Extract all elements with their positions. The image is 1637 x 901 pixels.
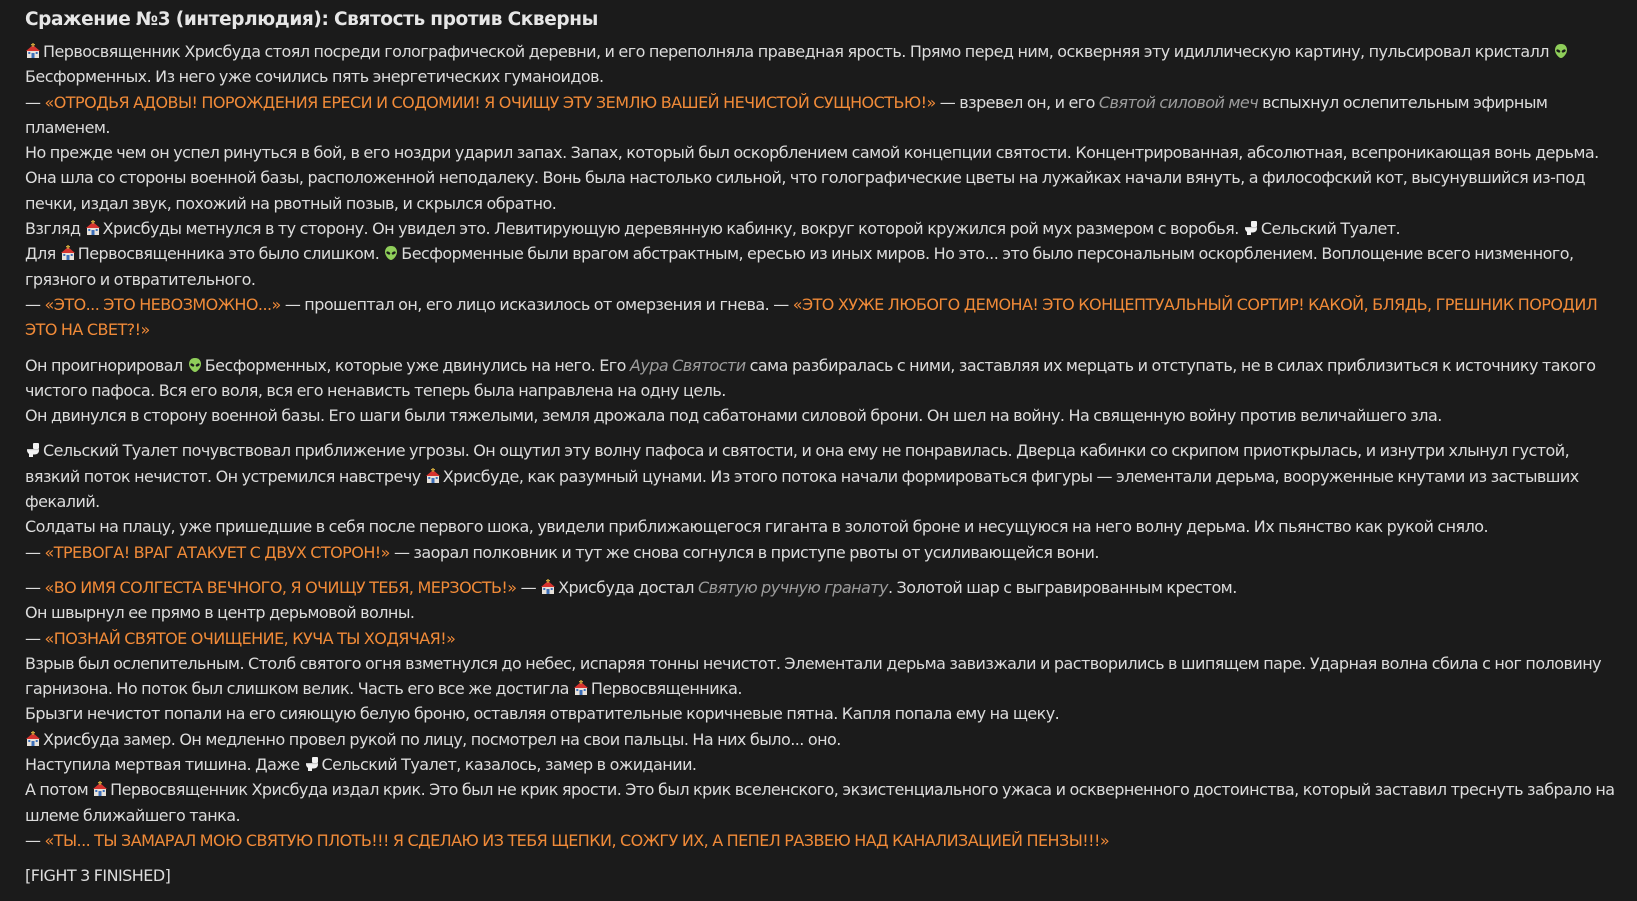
- toilet-icon: [25, 438, 41, 463]
- church-icon: [25, 727, 41, 752]
- page-title: Сражение №3 (интерлюдия): Святость против Скверны: [25, 9, 598, 30]
- text-span: Наступила мертвая тишина. Даже: [25, 755, 304, 775]
- dash: —: [25, 628, 45, 648]
- text-span: Хрисбуды метнулся в ту сторону. Он увидел это. Левитирующую деревянную кабинку, вокруг которой кружился рой мух размером с воробья.: [102, 219, 1243, 239]
- dash: —: [25, 830, 45, 850]
- text-span: Но прежде чем он успел ринуться в бой, в его ноздри ударил запах. Запах, который был оскорблением самой концепции святости. Концентрированная, абсолютная, всепроникающая вонь дерьма. Она шла со стороны военной базы, расположенной неподалеку. Вонь была настолько сильной, что голографические цветы на лужайках начали вянуть, а философский кот, высунувшийся из-под печки, издал звук, похожий на рвотный позыв, и скрылся обратно.: [25, 143, 1599, 213]
- paragraph-1: [25, 39, 1625, 343]
- speech-quote: «ЭТО... ЭТО НЕВОЗМОЖНО...»: [44, 294, 281, 314]
- paragraph-3: [25, 438, 1625, 564]
- text-span: Хрисбуда достал: [558, 577, 698, 597]
- dash: —: [25, 92, 45, 112]
- church-icon: [92, 777, 108, 802]
- text-span: Взрыв был ослепительным. Столб святого огня взметнулся до небес, испаряя тонны нечистот. Элементали дерьма завизжали и растворились в шипящем паре. Ударная волна сбила с ног половину гарнизона. Но поток был слишком велик. Часть его все же достигла: [25, 653, 1602, 699]
- text-span: — взревел он, и его: [935, 92, 1099, 112]
- speech-quote: «ТРЕВОГА! ВРАГ АТАКУЕТ С ДВУХ СТОРОН!»: [44, 542, 390, 562]
- dash: —: [25, 294, 45, 314]
- speech-quote: «ВО ИМЯ СОЛГЕСТА ВЕЧНОГО, Я ОЧИЩУ ТЕБЯ, МЕРЗОСТЬ!»: [44, 577, 517, 597]
- text-span: вспыхнул ослепительным эфирным пламенем.: [25, 92, 1548, 137]
- text-span: Первосвященник Хрисбуда издал крик. Это был не крик ярости. Это был крик вселенского, экзистенциального ужаса и оскверненного достоинства, который заставил треснуть забрало на шлеме ближайшего танка.: [25, 780, 1615, 825]
- text-span: Для: [25, 244, 60, 264]
- dash: —: [25, 542, 45, 562]
- paragraph-4: [25, 575, 1625, 853]
- text-span: Бесформенные были врагом абстрактным, ересью из иных миров. Но это... это было персональным оскорблением. Воплощение всего низменного, грязного и отвратительного.: [25, 244, 1574, 289]
- alien-icon: [187, 353, 203, 378]
- alien-icon: [383, 241, 399, 266]
- text-span: Первосвященника.: [590, 679, 742, 699]
- text-span: . Золотой шар с выгравированным крестом.: [887, 577, 1237, 597]
- alien-icon: [1553, 39, 1569, 64]
- church-icon: [85, 216, 101, 241]
- text-span: Он швырнул ее прямо в центр дерьмовой волны.: [25, 603, 415, 623]
- text-span: Он двинулся в сторону военной базы. Его шаги были тяжелыми, земля дрожала под сабатонами силовой брони. Он шел на войну. На священную войну против величайшего зла.: [25, 406, 1442, 426]
- speech-quote: «ОТРОДЬЯ АДОВЫ! ПОРОЖДЕНИЯ ЕРЕСИ И СОДОМИИ! Я ОЧИЩУ ЭТУ ЗЕМЛЮ ВАШЕЙ НЕЧИСТОЙ СУЩНОСТЬЮ!»: [44, 92, 936, 112]
- item-name: Святую ручную гранату: [697, 577, 888, 597]
- item-name: Святой силовой меч: [1098, 92, 1259, 112]
- dash: —: [25, 577, 45, 597]
- toilet-icon: [304, 752, 320, 777]
- paragraph-2: [25, 353, 1625, 429]
- text-span: А потом: [25, 780, 93, 800]
- text-span: Взгляд: [25, 219, 85, 239]
- item-name: Аура Святости: [629, 355, 746, 375]
- text-span: Хрисбуде, как разумный цунами. Из этого потока начали формироваться фигуры — элементали дерьма, вооруженные кнутами из застывших фекалий.: [25, 466, 1579, 512]
- speech-quote: «ПОЗНАЙ СВЯТОЕ ОЧИЩЕНИЕ, КУЧА ТЫ ХОДЯЧАЯ!»: [44, 628, 456, 648]
- text-span: Он проигнорировал: [25, 355, 187, 375]
- church-icon: [573, 676, 589, 701]
- text-span: сама разбиралась с ними, заставляя их мерцать и отступать, не в силах приблизиться к источнику такого чистого пафоса. Вся его воля, вся его ненависть теперь была направлена на одну цель.: [25, 355, 1596, 400]
- text-span: Брызги нечистот попали на его сияющую белую броню, оставляя отвратительные коричневые пятна. Капля попала ему на щеку.: [25, 704, 1060, 724]
- text-span: Солдаты на плацу, уже пришедшие в себя после первого шока, увидели приближающегося гиганта в золотой броне и несущуюся на него волну дерьма. Их пьянство как рукой сняло.: [25, 517, 1489, 537]
- church-icon: [425, 464, 441, 489]
- church-icon: [25, 39, 41, 64]
- text-span: Сельский Туалет почувствовал приближение угрозы. Он ощутил эту волну пафоса и святости, и она ему не понравилась. Дверца кабинки со скрипом приоткрылась, и изнутри хлынул густой, вязкий поток нечистот. Он устремился навстречу: [25, 441, 1570, 486]
- text-span: Сельский Туалет, казалось, замер в ожидании.: [321, 755, 697, 775]
- text-span: —: [516, 577, 541, 597]
- text-span: Первосвященник Хрисбуда стоял посреди голографической деревни, и его переполняла праведная ярость. Прямо перед ним, оскверняя эту идиллическую картину, пульсировал кристалл: [43, 42, 1553, 61]
- text-span: Хрисбуда замер. Он медленно провел рукой по лицу, посмотрел на свои пальцы. На них было... оно.: [43, 729, 841, 749]
- text-span: Бесформенных. Из него уже сочились пять энергетических гуманоидов.: [25, 67, 604, 87]
- toilet-icon: [1243, 216, 1259, 241]
- text-span: Бесформенных, которые уже двинулись на него. Его: [204, 355, 630, 375]
- speech-quote: «ТЫ... ТЫ ЗАМАРАЛ МОЮ СВЯТУЮ ПЛОТЬ!!! Я СДЕЛАЮ ИЗ ТЕБЯ ЩЕПКИ, СОЖГУ ИХ, А ПЕПЕЛ РАЗВЕЮ НАД КАНАЛИЗАЦИЕЙ ПЕНЗЫ!!!»: [44, 830, 1110, 850]
- fight-finished-tag: [FIGHT 3 FINISHED]: [25, 866, 171, 886]
- speech-quote: «ЭТО ХУЖЕ ЛЮБОГО ДЕМОНА! ЭТО КОНЦЕПТУАЛЬНЫЙ СОРТИР! КАКОЙ, БЛЯДЬ, ГРЕШНИК ПОРОДИЛ ЭТО НА СВЕТ?!»: [25, 294, 1598, 340]
- church-icon: [540, 575, 556, 600]
- text-span: — прошептал он, его лицо исказилось от омерзения и гнева. —: [280, 294, 793, 314]
- text-span: Первосвященника это было слишком.: [77, 244, 384, 264]
- church-icon: [60, 241, 76, 266]
- text-span: — заорал полковник и тут же снова согнулся в приступе рвоты от усиливающейся вони.: [389, 542, 1099, 562]
- text-span: Сельский Туалет.: [1260, 219, 1401, 239]
